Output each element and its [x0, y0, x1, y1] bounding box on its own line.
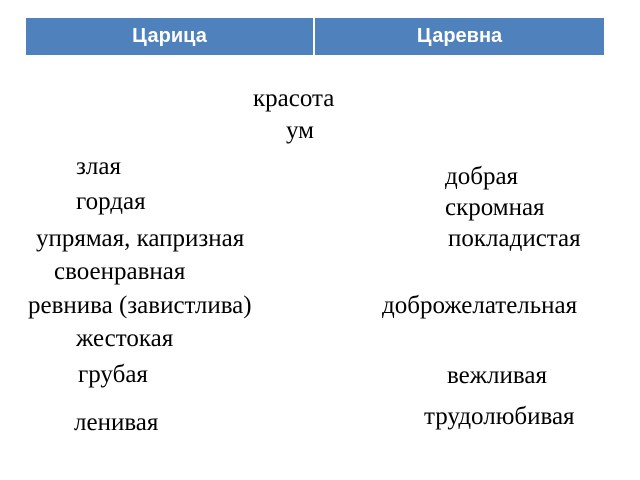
tsarevna-trait-hardworking: трудолюбивая: [424, 403, 575, 430]
header-tsarevna: Царевна: [416, 25, 503, 47]
tsarevna-trait-kind: добрая: [445, 163, 519, 190]
tsaritsa-trait-evil: злая: [76, 153, 121, 180]
shared-trait-beauty: красота: [253, 85, 335, 112]
tsaritsa-trait-cruel: жестокая: [76, 325, 174, 352]
tsarevna-trait-benevolent: доброжелательная: [382, 292, 578, 319]
tsaritsa-trait-stubborn: упрямая, капризная: [36, 225, 245, 252]
tsaritsa-trait-lazy: ленивая: [74, 409, 159, 436]
tsaritsa-trait-jealous: ревнива (завистлива): [28, 292, 252, 319]
tsaritsa-trait-rude: грубая: [78, 361, 148, 388]
comparison-table-header: [26, 17, 604, 55]
tsarevna-trait-polite: вежливая: [447, 362, 547, 389]
header-tsaritsa: Царица: [26, 18, 315, 55]
tsaritsa-trait-proud: гордая: [76, 188, 146, 215]
tsaritsa-trait-willful: своенравная: [54, 258, 186, 285]
tsarevna-trait-modest: скромная: [445, 194, 545, 221]
shared-trait-mind: ум: [286, 117, 314, 144]
tsarevna-trait-compliant: покладистая: [448, 225, 581, 252]
